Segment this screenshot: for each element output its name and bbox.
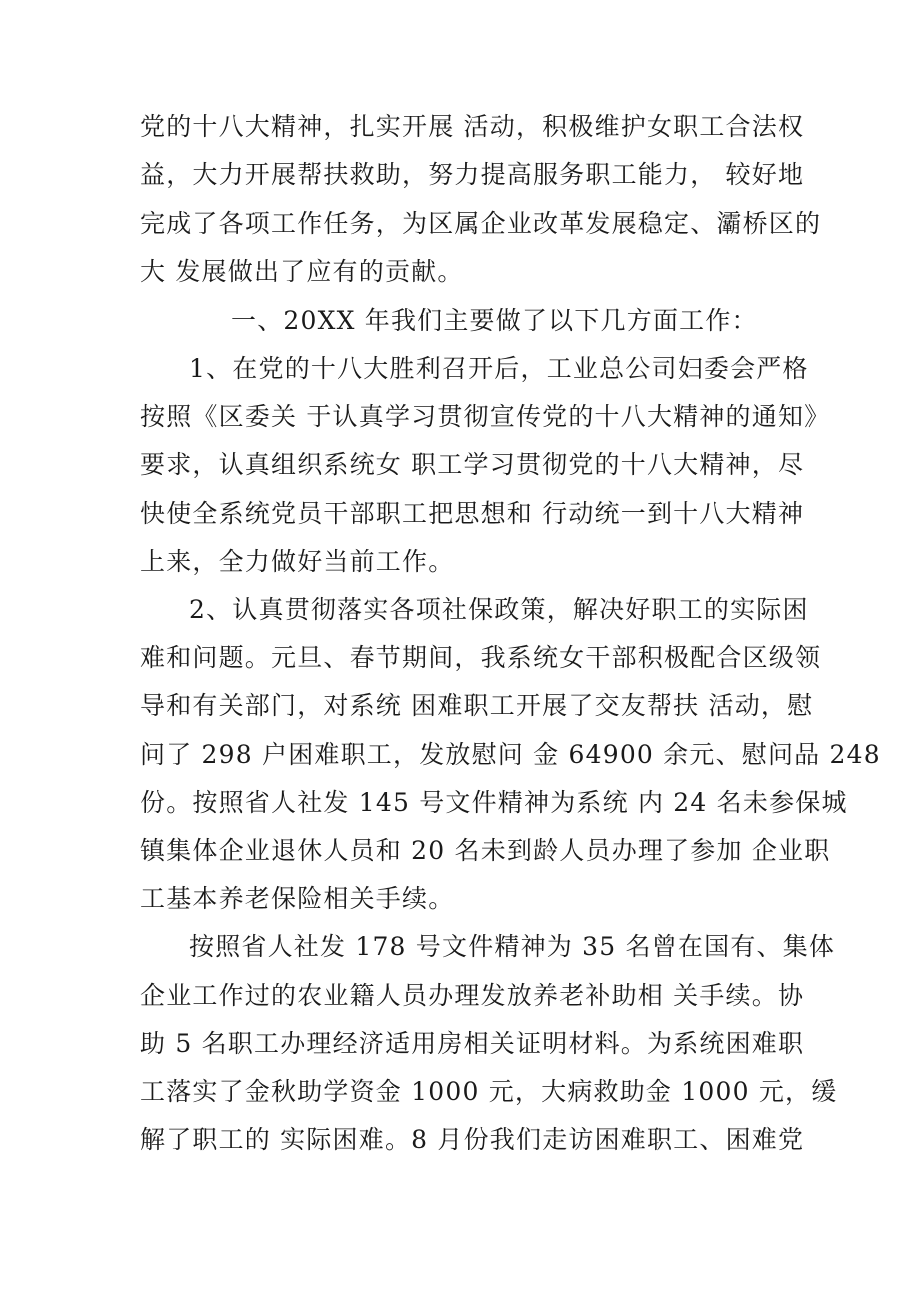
text-line-8: 要求，认真组织系统女 职工学习贯彻党的十八大精神，尽 [140,450,805,479]
text-line-4: 大 发展做出了应有的贡献。 [140,257,464,286]
text-line-20: 助 5 名职工办理经济适用房相关证明材料。为系统困难职 [140,1029,805,1058]
text-line-14: 问了 298 户困难职工，发放慰问 金 64900 余元、慰问品 248 [140,740,881,769]
text-line-6: 1、在党的十八大胜利召开后，工业总公司妇委会严格 [189,354,809,383]
text-line-21: 工落实了金秋助学资金 1000 元，大病救助金 1000 元，缓 [140,1077,838,1106]
text-line-19: 企业工作过的农业籍人员办理发放养老补助相 关手续。协 [140,981,805,1010]
text-line-15: 份。按照省人社发 145 号文件精神为系统 内 24 名未参保城 [140,788,848,817]
section-heading: 一、20XX 年我们主要做了以下几方面工作： [231,306,758,335]
text-line-17: 工基本养老保险相关手续。 [140,884,455,913]
text-line-11: 2、认真贯彻落实各项社保政策，解决好职工的实际困 [189,595,809,624]
text-line-16: 镇集体企业退休人员和 20 名未到龄人员办理了参加 企业职 [140,836,831,865]
text-line-2: 益，大力开展帮扶救助，努力提高服务职工能力， 较好地 [140,160,805,189]
text-line-12: 难和问题。元旦、春节期间，我系统女干部积极配合区级领 [140,643,822,672]
text-line-9: 快使全系统党员干部职工把思想和 行动统一到十八大精神 [140,499,805,528]
text-line-13: 导和有关部门，对系统 困难职工开展了交友帮扶 活动，慰 [140,691,814,720]
text-line-22: 解了职工的 实际困难。8 月份我们走访困难职工、困难党 [140,1125,805,1154]
text-line-7: 按照《区委关 于认真学习贯彻宣传党的十八大精神的通知》 [140,402,831,431]
text-line-18: 按照省人社发 178 号文件精神为 35 名曾在国有、集体 [189,932,836,961]
text-line-3: 完成了各项工作任务，为区属企业改革发展稳定、灞桥区的 [140,209,822,238]
text-line-10: 上来，全力做好当前工作。 [140,547,455,576]
text-line-1: 党的十八大精神，扎实开展 活动，积极维护女职工合法权 [140,112,805,141]
